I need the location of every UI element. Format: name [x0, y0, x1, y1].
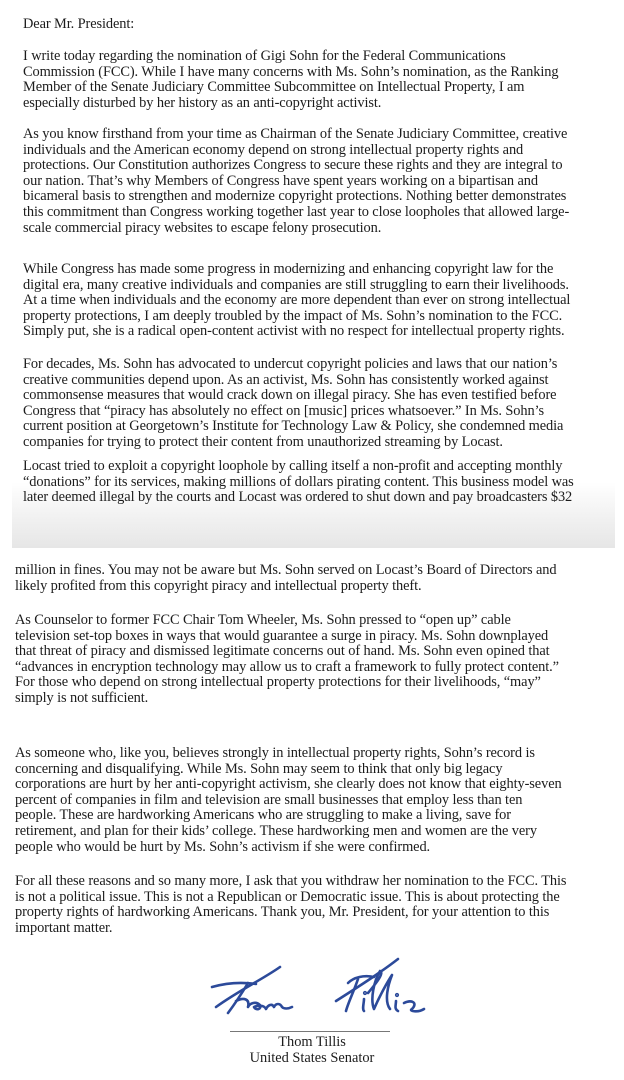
text-line: While Congress has made some progress in modernizing and enhancing copyright law for the	[23, 261, 554, 277]
paragraph-locast	[23, 459, 574, 506]
text-line: that threat of piracy and dismissed legitimate concerns out of hand. Ms. Sohn even opined that	[15, 643, 550, 660]
text-line: scale commercial piracy websites to escape felony prosecution.	[23, 219, 382, 236]
text-line: million in fines. You may not be aware but Ms. Sohn served on Locast’s Board of Directors and	[15, 562, 557, 578]
text-line: As Counselor to former FCC Chair Tom Wheeler, Ms. Sohn pressed to “open up” cable	[15, 612, 511, 628]
text-line: property rights of hardworking Americans. Thank you, Mr. President, for your attention to this	[15, 904, 550, 921]
text-line: As you know firsthand from your time as Chairman of the Senate Judiciary Committee, creative	[23, 126, 568, 142]
text-line: this commitment than Congress working together last year to close loopholes that allowed large-	[23, 203, 570, 220]
paragraph-ip-rights	[23, 127, 569, 236]
signatory-block	[222, 1034, 402, 1066]
text-line: Simply put, she is a radical open-content activist with no respect for intellectual property rights.	[23, 323, 565, 340]
paragraph-closing	[15, 874, 566, 936]
text-line: is not a political issue. This is not a Republican or Democratic issue. This is about protecting the	[15, 888, 560, 905]
salutation-text: Dear Mr. President:	[23, 16, 135, 32]
letter-page-top	[12, 0, 615, 548]
text-line: “advances in encryption technology may allow us to craft a framework to fully protect content.”	[15, 658, 559, 675]
text-line: At a time when individuals and the economy are more dependent than ever on strong intellectual	[23, 292, 571, 309]
text-line: companies for trying to protect their content from unauthorized streaming by Locast.	[23, 433, 503, 450]
text-line: property protections, I am deeply troubled by the impact of Ms. Sohn’s nomination to the FCC.	[23, 307, 563, 324]
text-line: Locast tried to exploit a copyright loophole by calling itself a non-profit and accepting monthly	[23, 458, 563, 474]
text-line: commonsense measures that would crack down on illegal piracy. She has even testified before	[23, 387, 557, 404]
text-line: For decades, Ms. Sohn has advocated to undercut copyright policies and laws that our nation’s	[23, 356, 558, 372]
paragraph-small-businesses	[15, 746, 562, 855]
text-line: protections. Our Constitution authorizes Congress to secure these rights and they are integral to	[23, 157, 563, 174]
salutation	[23, 17, 134, 33]
text-line: individuals and the American economy depend on strong intellectual property rights and	[23, 141, 524, 158]
handwritten-signature	[208, 951, 438, 1026]
text-line: Member of the Senate Judiciary Committee Subcommittee on Intellectual Property, I am	[23, 79, 525, 96]
text-line: television set-top boxes in ways that would guarantee a surge in piracy. Ms. Sohn downplayed	[15, 627, 549, 644]
text-line: concerning and disqualifying. While Ms. Sohn may seem to think that only big legacy	[15, 760, 503, 777]
text-line: simply is not sufficient.	[15, 689, 149, 706]
text-line: For those who depend on strong intellectual property protections for their livelihoods, “may”	[15, 674, 541, 691]
paragraph-nomination	[23, 49, 558, 111]
signatory-name: Thom Tillis	[278, 1034, 346, 1050]
paragraph-counselor	[15, 613, 559, 707]
text-line: Commission (FCC). While I have many concerns with Ms. Sohn’s nomination, as the Ranking	[23, 63, 559, 80]
text-line: bicameral basis to strengthen and modernize copyright protections. Nothing better demonstrates	[23, 188, 567, 205]
text-line: percent of companies in film and television are small businesses that employ less than ten	[15, 791, 523, 808]
text-line: creative communities depend upon. As an activist, Ms. Sohn has consistently worked against	[23, 371, 549, 388]
text-line: current position at Georgetown’s Institute for Technology Law & Policy, she condemned media	[23, 418, 564, 435]
text-line: important matter.	[15, 919, 113, 936]
text-line: For all these reasons and so many more, I ask that you withdraw her nomination to the FCC. This	[15, 873, 567, 889]
text-line: later deemed illegal by the courts and Locast was ordered to shut down and pay broadcasters $32	[23, 489, 573, 506]
text-line: “donations” for its services, making millions of dollars pirating content. This business model was	[23, 473, 574, 490]
paragraph-congress-progress	[23, 262, 570, 340]
text-line: I write today regarding the nomination of Gigi Sohn for the Federal Communications	[23, 48, 506, 64]
letter-page-bottom	[0, 556, 624, 1080]
text-line: digital era, many creative individuals and companies are still struggling to earn their livelihoods.	[23, 276, 569, 293]
text-line: people who would be hurt by Ms. Sohn’s activism if she were confirmed.	[15, 838, 431, 855]
text-line: Congress that “piracy has absolutely no effect on [music] prices whatsoever.” In Ms. Sohn’s	[23, 402, 544, 419]
text-line: corporations are hurt by her anti-copyright activism, she clearly does not know that eighty-seven	[15, 776, 562, 793]
signature-stroke	[228, 983, 292, 1013]
paragraph-decades-advocacy	[23, 357, 563, 451]
text-line: retirement, and plan for their kids’ college. These hardworking men and women are the very	[15, 822, 537, 839]
signatory-title: United States Senator	[249, 1050, 375, 1066]
paragraph-locast-continued	[15, 563, 556, 594]
signature-line	[230, 1031, 390, 1032]
text-line: likely profited from this copyright piracy and intellectual property theft.	[15, 577, 422, 594]
text-line: As someone who, like you, believes strongly in intellectual property rights, Sohn’s record is	[15, 745, 535, 761]
text-line: especially disturbed by her history as an anti-copyright activist.	[23, 94, 382, 111]
text-line: people. These are hardworking Americans who are struggling to make a living, save for	[15, 807, 511, 824]
text-line: our nation. That’s why Members of Congress have spent years working on a bipartisan and	[23, 172, 538, 189]
